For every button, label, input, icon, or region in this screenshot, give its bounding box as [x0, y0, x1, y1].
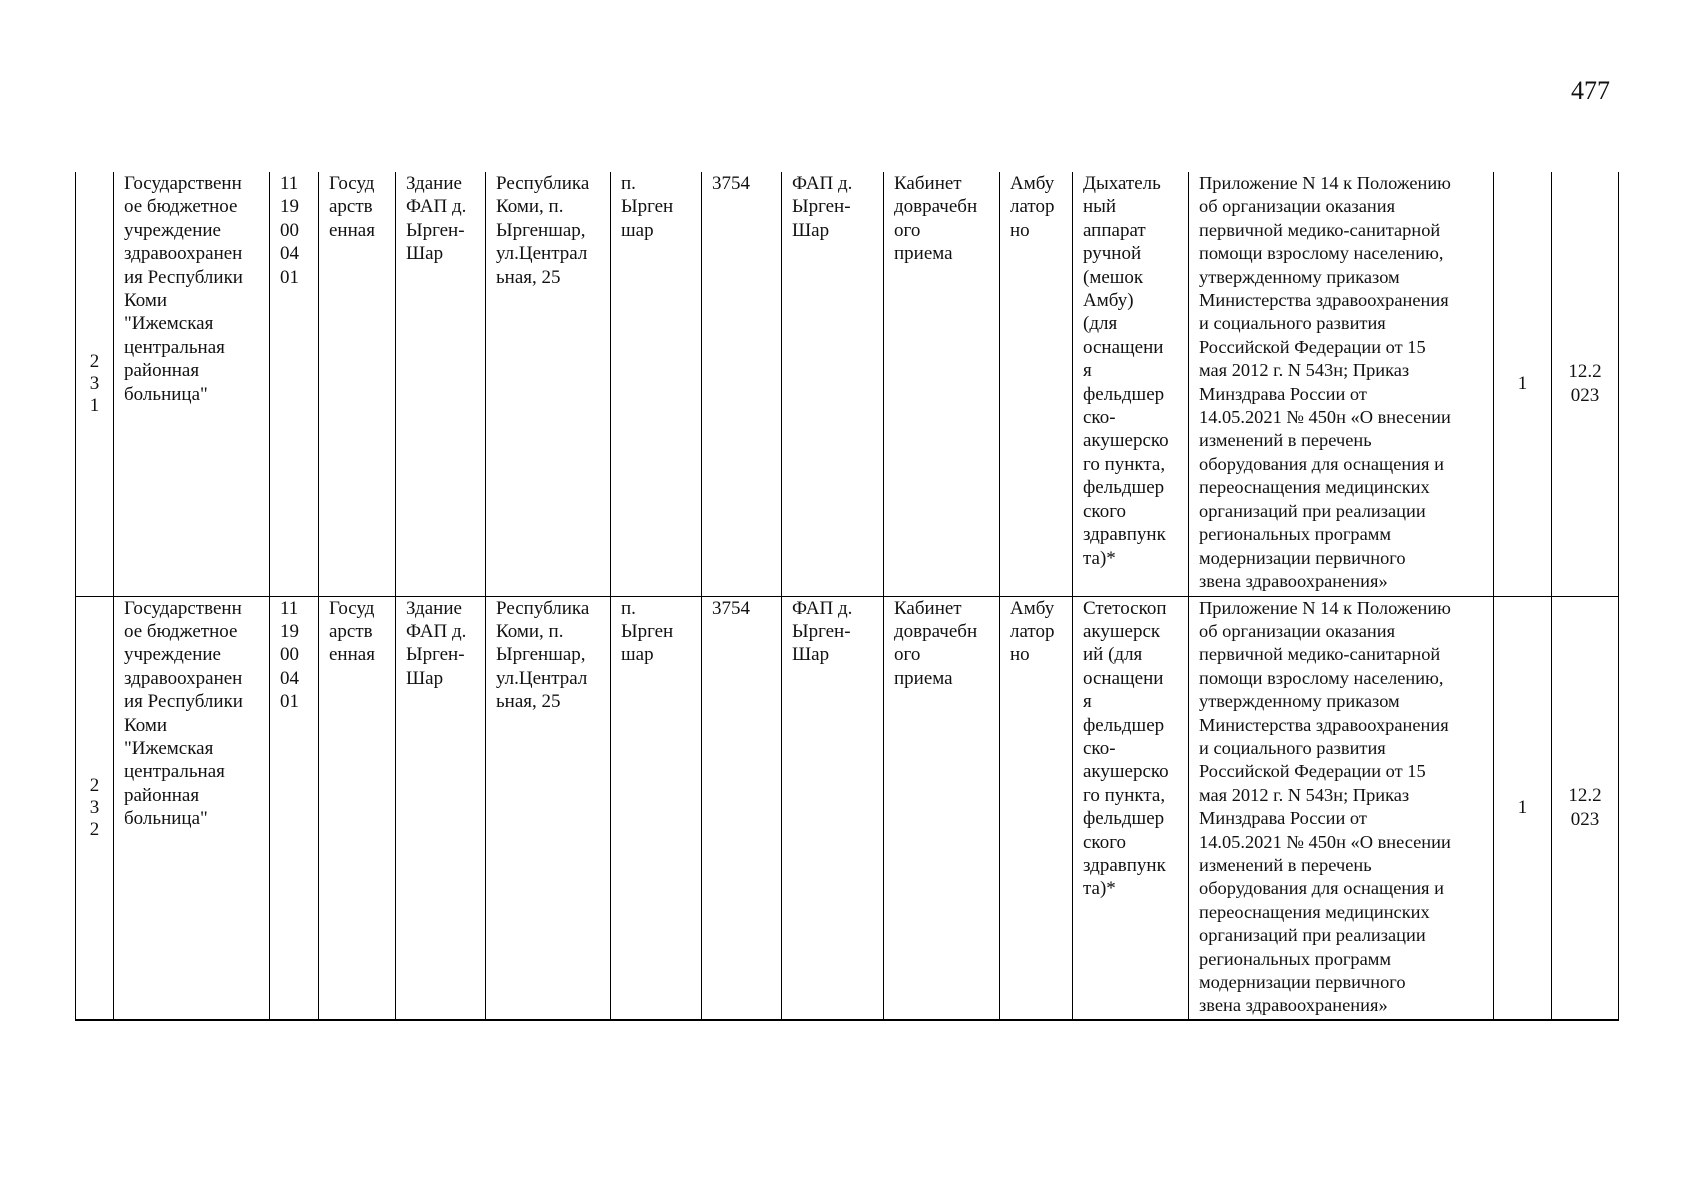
population: 3754: [712, 597, 750, 619]
population: 3754: [712, 173, 750, 194]
room-cell: [884, 596, 1000, 1020]
date: 12.2 023: [1568, 361, 1602, 406]
quantity: 1: [1517, 797, 1528, 819]
row-number-cell: [76, 596, 114, 1020]
date-cell: [1552, 596, 1619, 1020]
row-number: 2 3 1: [89, 350, 100, 416]
unit-cell: [782, 172, 884, 596]
row-number: 2 3 2: [89, 774, 100, 840]
building-cell: [396, 596, 486, 1020]
organization-name: Государственн ое бюджетное учреждение здравоохранен ия Республики Коми "Ижемская центральная районная больница": [124, 173, 243, 405]
table-row: [76, 172, 1619, 596]
organization-cell: [114, 172, 270, 596]
address: Республика Коми, п. Ыргеншар, ул.Централ ьная, 25: [496, 597, 590, 713]
ownership-form: Госуд арств енная: [329, 597, 375, 666]
quantity-cell: [1494, 596, 1552, 1020]
quantity-cell: [1494, 172, 1552, 596]
unit-cell: [782, 596, 884, 1020]
row-number-cell: [76, 172, 114, 596]
room-name: Кабинет доврачебн ого приема: [894, 597, 978, 689]
organization-cell: [114, 596, 270, 1020]
ownership-form: Госуд арств енная: [329, 173, 375, 241]
code-cell: [270, 172, 319, 596]
quantity: 1: [1517, 373, 1528, 395]
locality-cell: [611, 596, 702, 1020]
building-cell: [396, 172, 486, 596]
basis-cell: [1189, 172, 1494, 596]
address-cell: [486, 596, 611, 1020]
population-cell: [702, 596, 782, 1020]
address-cell: [486, 172, 611, 596]
unit-name: ФАП д. Ырген- Шар: [792, 597, 853, 666]
page-number: 477: [1571, 76, 1610, 105]
regulatory-basis: Приложение N 14 к Положению об организации оказания первичной медико-санитарной помощи взрослому населению, утвержденному приказом Министерства здравоохранения и социального развития Российской Федерации от 15 мая 2012 г. N 543н; Приказ Минздрава России от 14.05.2021 № 450н «О внесении изменений в перечень оборудования для оснащения и переоснащения медицинских организаций при реализации региональных программ модернизации первичного звена здравоохранения»: [1199, 597, 1451, 1016]
locality: п. Ырген шар: [621, 597, 674, 666]
regulatory-basis: Приложение N 14 к Положению об организации оказания первичной медико-санитарной помощи взрослому населению, утвержденному приказом Министерства здравоохранения и социального развития Российской Федерации от 15 мая 2012 г. N 543н; Приказ Минздрава России от 14.05.2021 № 450н «О внесении изменений в перечень оборудования для оснащения и переоснащения медицинских организаций при реализации региональных программ модернизации первичного звена здравоохранения»: [1199, 173, 1451, 591]
room-cell: [884, 172, 1000, 596]
address: Республика Коми, п. Ыргеншар, ул.Централ ьная, 25: [496, 173, 590, 288]
locality: п. Ырген шар: [621, 173, 674, 241]
room-name: Кабинет доврачебн ого приема: [894, 173, 978, 265]
organization-code: 11 19 00 04 01: [280, 173, 299, 288]
locality-cell: [611, 172, 702, 596]
ownership-cell: [319, 172, 396, 596]
code-cell: [270, 596, 319, 1020]
table-row: [76, 596, 1619, 1020]
equipment-cell: [1073, 596, 1189, 1020]
organization-code: 11 19 00 04 01: [280, 597, 299, 713]
population-cell: [702, 172, 782, 596]
building-name: Здание ФАП д. Ырген- Шар: [406, 173, 467, 265]
building-name: Здание ФАП д. Ырген- Шар: [406, 597, 467, 689]
care-type-cell: [1000, 596, 1073, 1020]
equipment-name: Стетоскоп акушерск ий (для оснащени я фельдшер ско- акушерско го пункта, фельдшер ского здравпунк та)*: [1083, 597, 1169, 900]
organization-name: Государственн ое бюджетное учреждение здравоохранен ия Республики Коми "Ижемская центральная районная больница": [124, 597, 243, 830]
basis-cell: [1189, 596, 1494, 1020]
equipment-cell: [1073, 172, 1189, 596]
date: 12.2 023: [1568, 785, 1602, 830]
care-type-cell: [1000, 172, 1073, 596]
care-type: Амбу латор но: [1010, 173, 1055, 241]
equipment-register-table: [75, 172, 1619, 1021]
care-type: Амбу латор но: [1010, 597, 1055, 666]
unit-name: ФАП д. Ырген- Шар: [792, 173, 853, 241]
date-cell: [1552, 172, 1619, 596]
equipment-name: Дыхатель ный аппарат ручной (мешок Амбу) (для оснащени я фельдшер ско- акушерско го пункта, фельдшер ского здравпунк та)*: [1083, 173, 1169, 569]
ownership-cell: [319, 596, 396, 1020]
